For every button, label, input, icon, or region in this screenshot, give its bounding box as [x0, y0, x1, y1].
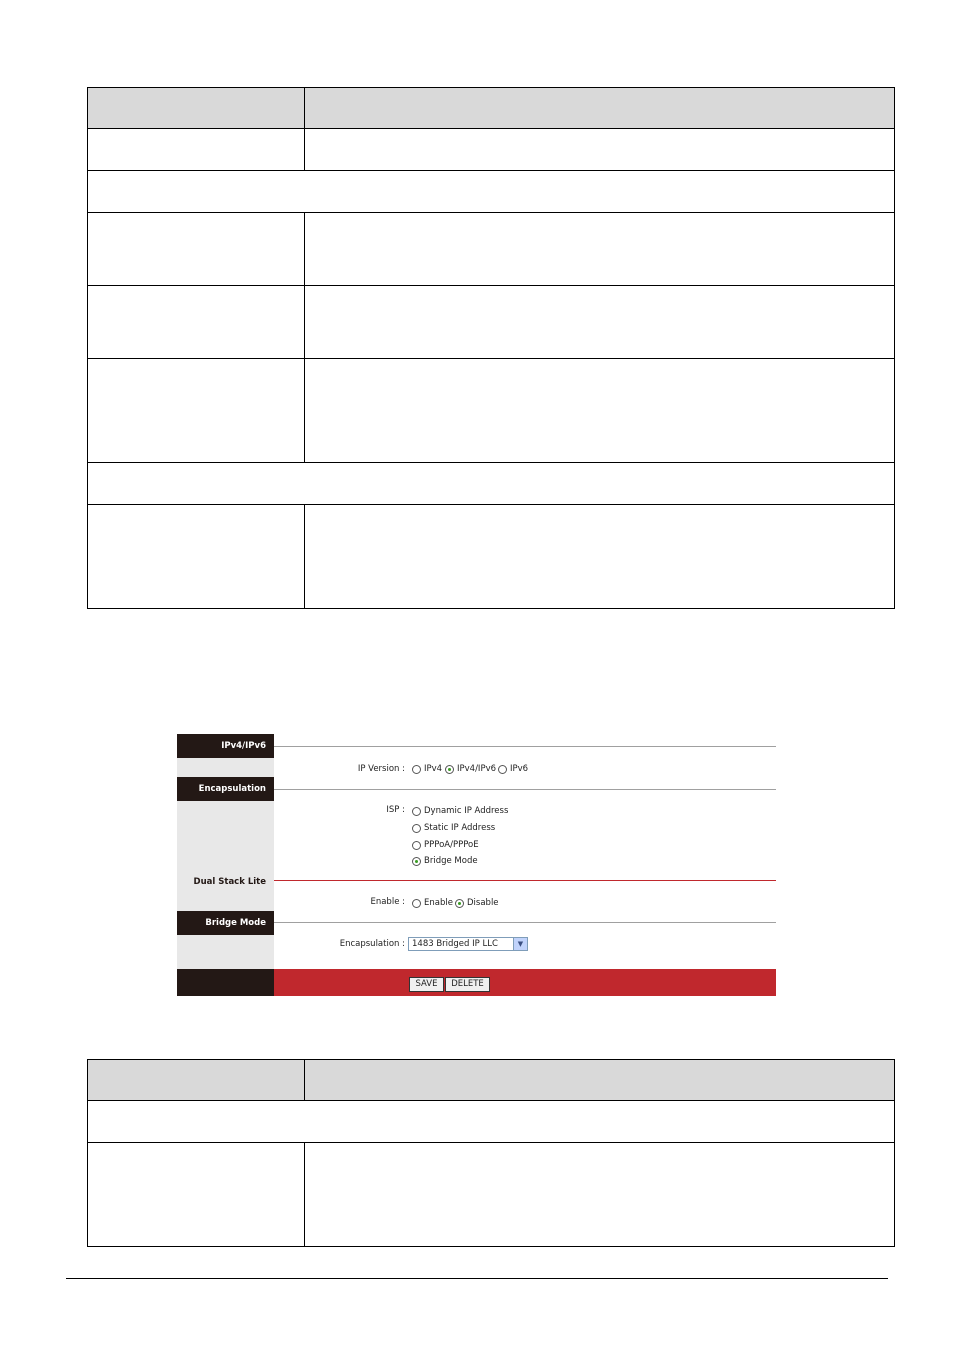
- save-button[interactable]: SAVE: [409, 977, 444, 992]
- table-cell: [305, 505, 895, 609]
- section-encapsulation-header: Encapsulation: [177, 777, 274, 801]
- select-value: 1483 Bridged IP LLC: [412, 939, 498, 949]
- option-label: IPv4: [424, 764, 443, 774]
- table-header-row: [88, 88, 895, 129]
- ip-version-label: IP Version :: [357, 764, 405, 774]
- option-label: IPv6: [510, 764, 529, 774]
- option-label: Static IP Address: [424, 823, 496, 833]
- table-row: [88, 213, 895, 286]
- table-section-row: [88, 463, 895, 505]
- radio-icon[interactable]: [498, 765, 507, 774]
- table-header-cell: [88, 88, 305, 129]
- radio-selected-icon[interactable]: [412, 857, 421, 866]
- dslite-enable-label: Enable :: [370, 897, 405, 907]
- table-cell: [305, 359, 895, 463]
- table-cell: [88, 286, 305, 359]
- bottom-parameter-table: [87, 1059, 895, 1247]
- option-label: Dynamic IP Address: [424, 806, 509, 816]
- panel-footer-bar: [274, 969, 776, 996]
- bridge-encapsulation-label: Encapsulation :: [339, 939, 405, 949]
- section-divider: [274, 746, 776, 747]
- table-header-cell: [88, 1060, 305, 1101]
- table-cell: [305, 1143, 895, 1247]
- option-label: Enable: [424, 898, 453, 908]
- table-header-row: [88, 1060, 895, 1101]
- option-label: PPPoA/PPPoE: [424, 840, 479, 850]
- isp-option-pppoe[interactable]: [412, 840, 479, 850]
- table-row: [88, 505, 895, 609]
- table-cell: [305, 129, 895, 171]
- ip-version-option-ipv6[interactable]: [498, 764, 528, 774]
- section-divider-red: [274, 880, 776, 881]
- section-dslite-header: Dual Stack Lite: [193, 877, 266, 887]
- delete-button[interactable]: DELETE: [445, 977, 490, 992]
- panel-footer-left: [177, 969, 274, 996]
- table-row: [88, 129, 895, 171]
- table-cell: [88, 213, 305, 286]
- radio-selected-icon[interactable]: [445, 765, 454, 774]
- isp-option-dynamic[interactable]: [412, 806, 508, 816]
- top-parameter-table: [87, 87, 895, 609]
- table-row: [88, 286, 895, 359]
- table-cell: [88, 505, 305, 609]
- table-cell: [88, 129, 305, 171]
- table-row: [88, 1143, 895, 1247]
- table-cell: [305, 213, 895, 286]
- table-cell: [305, 286, 895, 359]
- section-bridge-header: Bridge Mode: [177, 911, 274, 935]
- section-ipv-header: IPv4/IPv6: [177, 734, 274, 758]
- radio-icon[interactable]: [412, 807, 421, 816]
- table-cell: [88, 359, 305, 463]
- table-section-row: [88, 1101, 895, 1143]
- page-footer-rule: [66, 1278, 888, 1279]
- table-header-cell: [305, 1060, 895, 1101]
- bridge-encapsulation-select[interactable]: [408, 937, 528, 951]
- table-row: [88, 359, 895, 463]
- table-cell: [88, 1101, 895, 1143]
- section-divider: [274, 789, 776, 790]
- radio-icon[interactable]: [412, 899, 421, 908]
- table-cell: [88, 1143, 305, 1247]
- radio-icon[interactable]: [412, 765, 421, 774]
- section-divider: [274, 922, 776, 923]
- table-cell: [88, 463, 895, 505]
- table-section-row: [88, 171, 895, 213]
- isp-label: ISP :: [386, 805, 405, 815]
- option-label: Bridge Mode: [424, 856, 478, 866]
- table-cell: [88, 171, 895, 213]
- chevron-down-icon[interactable]: ▼: [513, 938, 527, 950]
- radio-selected-icon[interactable]: [455, 899, 464, 908]
- option-label: IPv4/IPv6: [457, 764, 497, 774]
- ip-version-option-dual[interactable]: [445, 764, 496, 774]
- isp-option-bridge[interactable]: [412, 856, 478, 866]
- radio-icon[interactable]: [412, 824, 421, 833]
- wan-settings-panel: [177, 734, 776, 996]
- table-header-cell: [305, 88, 895, 129]
- option-label: Disable: [467, 898, 499, 908]
- radio-icon[interactable]: [412, 841, 421, 850]
- isp-option-static[interactable]: [412, 823, 495, 833]
- dslite-option-enable[interactable]: [412, 898, 453, 908]
- dslite-option-disable[interactable]: [455, 898, 499, 908]
- ip-version-option-ipv4[interactable]: [412, 764, 442, 774]
